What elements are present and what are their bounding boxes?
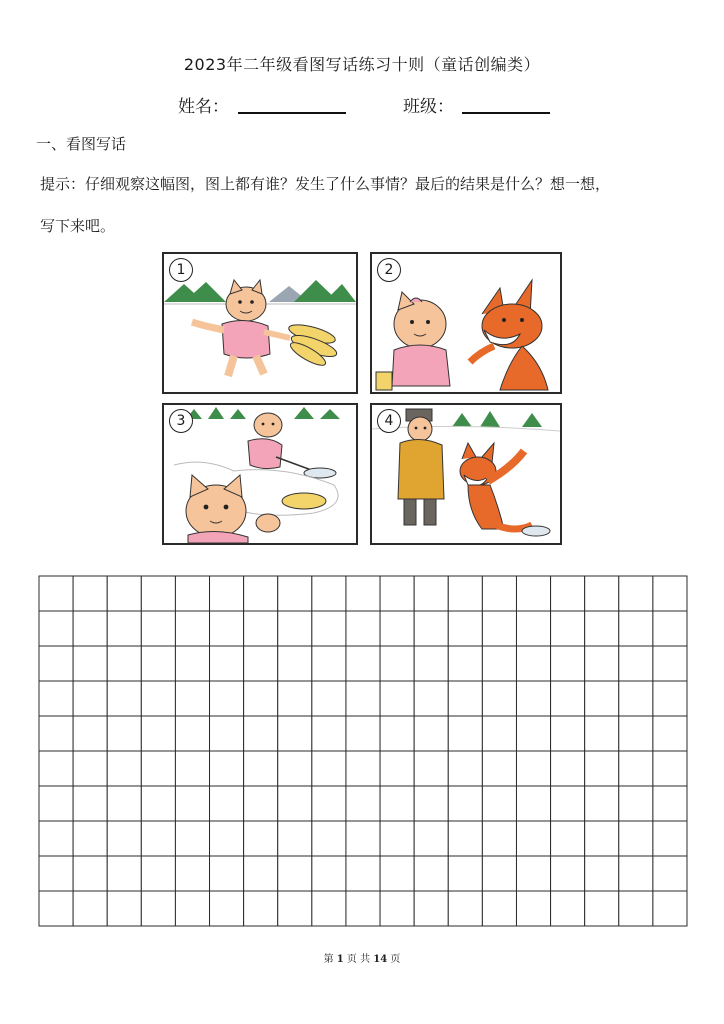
grid-cell[interactable]	[448, 716, 482, 751]
grid-cell[interactable]	[346, 821, 380, 856]
name-blank[interactable]	[238, 112, 346, 114]
grid-cell[interactable]	[653, 891, 687, 926]
grid-cell[interactable]	[107, 681, 141, 716]
section-heading: 一、看图写话	[36, 135, 127, 153]
grid-cell[interactable]	[585, 891, 619, 926]
grid-cell[interactable]	[312, 891, 346, 926]
grid-cell[interactable]	[73, 856, 107, 891]
grid-cell[interactable]	[653, 576, 687, 611]
grid-cell[interactable]	[312, 611, 346, 646]
grid-cell[interactable]	[175, 821, 209, 856]
grid-cell[interactable]	[175, 856, 209, 891]
grid-cell[interactable]	[107, 856, 141, 891]
grid-cell[interactable]	[482, 576, 516, 611]
grid-cell[interactable]	[448, 821, 482, 856]
grid-cell[interactable]	[551, 716, 585, 751]
grid-cell[interactable]	[653, 856, 687, 891]
grid-cell[interactable]	[73, 646, 107, 681]
grid-cell[interactable]	[107, 786, 141, 821]
grid-cell[interactable]	[312, 786, 346, 821]
grid-cell[interactable]	[482, 611, 516, 646]
grid-cell[interactable]	[516, 646, 550, 681]
prompt-line-1: 提示：仔细观察这幅图，图上都有谁？发生了什么事情？最后的结果是什么？想一想，	[40, 175, 611, 193]
grid-cell[interactable]	[380, 751, 414, 786]
grid-cell[interactable]	[551, 751, 585, 786]
grid-cell[interactable]	[141, 716, 175, 751]
grid-cell[interactable]	[516, 821, 550, 856]
grid-cell[interactable]	[585, 856, 619, 891]
grid-cell[interactable]	[380, 646, 414, 681]
grid-cell[interactable]	[141, 891, 175, 926]
grid-cell[interactable]	[346, 716, 380, 751]
grid-cell[interactable]	[244, 751, 278, 786]
grid-cell[interactable]	[653, 821, 687, 856]
grid-cell[interactable]	[39, 681, 73, 716]
grid-cell[interactable]	[39, 821, 73, 856]
grid-cell[interactable]	[312, 856, 346, 891]
grid-cell[interactable]	[414, 681, 448, 716]
grid-cell[interactable]	[653, 786, 687, 821]
grid-cell[interactable]	[39, 751, 73, 786]
grid-cell[interactable]	[585, 681, 619, 716]
grid-cell[interactable]	[414, 576, 448, 611]
grid-cell[interactable]	[244, 611, 278, 646]
grid-cell[interactable]	[278, 716, 312, 751]
grid-cell[interactable]	[380, 786, 414, 821]
worksheet-title: 2023年二年级看图写话练习十则（童话创编类）	[183, 55, 541, 74]
grid-cell[interactable]	[585, 821, 619, 856]
grid-cell[interactable]	[380, 576, 414, 611]
grid-cell[interactable]	[39, 611, 73, 646]
grid-cell[interactable]	[585, 646, 619, 681]
grid-cell[interactable]	[516, 611, 550, 646]
grid-cell[interactable]	[551, 576, 585, 611]
footer-middle: 页 共	[346, 954, 371, 965]
grid-cell[interactable]	[210, 646, 244, 681]
grid-cell[interactable]	[346, 646, 380, 681]
cat-meets-fox-illustration	[372, 254, 560, 392]
grid-cell[interactable]	[141, 646, 175, 681]
grid-cell[interactable]	[39, 646, 73, 681]
grid-cell[interactable]	[516, 891, 550, 926]
grid-cell[interactable]	[414, 891, 448, 926]
grid-cell[interactable]	[516, 681, 550, 716]
panel-number-4: 4	[377, 409, 401, 433]
grid-cell[interactable]	[312, 716, 346, 751]
grid-cell[interactable]	[73, 821, 107, 856]
grid-cell[interactable]	[414, 646, 448, 681]
grid-cell[interactable]	[107, 716, 141, 751]
grid-cell[interactable]	[175, 786, 209, 821]
grid-cell[interactable]	[414, 856, 448, 891]
grid-cell[interactable]	[210, 821, 244, 856]
grid-cell[interactable]	[107, 646, 141, 681]
grid-cell[interactable]	[585, 716, 619, 751]
grid-cell[interactable]	[244, 786, 278, 821]
grid-cell[interactable]	[448, 646, 482, 681]
grid-cell[interactable]	[380, 891, 414, 926]
grid-cell[interactable]	[653, 716, 687, 751]
grid-cell[interactable]	[244, 821, 278, 856]
grid-cell[interactable]	[380, 856, 414, 891]
grid-cell[interactable]	[380, 821, 414, 856]
grid-cell[interactable]	[482, 646, 516, 681]
grid-cell[interactable]	[278, 576, 312, 611]
grid-cell[interactable]	[312, 821, 346, 856]
grid-cell[interactable]	[448, 681, 482, 716]
student-info	[0, 92, 724, 116]
picture-panel-2	[370, 252, 562, 394]
cat-ice-fishing-illustration	[164, 405, 356, 543]
grid-cell[interactable]	[278, 821, 312, 856]
grid-cell[interactable]	[585, 576, 619, 611]
grid-cell[interactable]	[414, 786, 448, 821]
grid-cell[interactable]	[73, 611, 107, 646]
grid-cell[interactable]	[278, 856, 312, 891]
panel-number-3: 3	[169, 409, 193, 433]
panel-number-2: 2	[377, 258, 401, 282]
grid-cell[interactable]	[73, 891, 107, 926]
grid-cell[interactable]	[107, 576, 141, 611]
grid-cell[interactable]	[39, 856, 73, 891]
class-label: 班级：	[403, 97, 454, 117]
grid-cell[interactable]	[210, 786, 244, 821]
writing-grid[interactable]	[38, 575, 688, 927]
grid-cell[interactable]	[73, 786, 107, 821]
grid-cell[interactable]	[175, 681, 209, 716]
footer-suffix: 页	[390, 954, 401, 965]
grid-cell[interactable]	[346, 611, 380, 646]
grid-cell[interactable]	[551, 891, 585, 926]
grid-cell[interactable]	[278, 786, 312, 821]
grid-cell[interactable]	[551, 646, 585, 681]
class-blank[interactable]	[462, 112, 550, 114]
grid-cell[interactable]	[175, 646, 209, 681]
grid-cell[interactable]	[414, 716, 448, 751]
grid-cell[interactable]	[312, 646, 346, 681]
grid-cell[interactable]	[278, 681, 312, 716]
grid-cell[interactable]	[346, 576, 380, 611]
grid-cell[interactable]	[210, 716, 244, 751]
grid-cell[interactable]	[619, 856, 653, 891]
grid-cell[interactable]	[141, 681, 175, 716]
grid-cell[interactable]	[414, 751, 448, 786]
prompt-text	[40, 163, 690, 247]
grid-cell[interactable]	[244, 891, 278, 926]
grid-cell[interactable]	[244, 646, 278, 681]
panel-number-1: 1	[169, 258, 193, 282]
grid-cell[interactable]	[175, 891, 209, 926]
grid-cell[interactable]	[619, 891, 653, 926]
grid-cell[interactable]	[516, 716, 550, 751]
grid-cell[interactable]	[141, 786, 175, 821]
grid-cell[interactable]	[278, 751, 312, 786]
grid-cell[interactable]	[619, 786, 653, 821]
grid-cell[interactable]	[414, 821, 448, 856]
grid-cell[interactable]	[39, 576, 73, 611]
grid-cell[interactable]	[482, 751, 516, 786]
grid-cell[interactable]	[141, 751, 175, 786]
grid-cell[interactable]	[244, 716, 278, 751]
grid-cell[interactable]	[619, 681, 653, 716]
page-footer	[0, 950, 724, 965]
grid-cell[interactable]	[448, 576, 482, 611]
grid-cell[interactable]	[482, 821, 516, 856]
grid-cell[interactable]	[619, 576, 653, 611]
grid-cell[interactable]	[585, 751, 619, 786]
grid-cell[interactable]	[516, 751, 550, 786]
grid-cell[interactable]	[244, 576, 278, 611]
grid-cell[interactable]	[482, 681, 516, 716]
footer-total-pages: 14	[373, 954, 388, 965]
grid-cell[interactable]	[414, 611, 448, 646]
grid-cell[interactable]	[73, 576, 107, 611]
cat-carrying-fish-illustration	[164, 254, 356, 392]
grid-cell[interactable]	[175, 611, 209, 646]
grid-cell[interactable]	[585, 786, 619, 821]
grid-cell[interactable]	[482, 786, 516, 821]
grid-cell[interactable]	[39, 786, 73, 821]
grid-cell[interactable]	[346, 891, 380, 926]
grid-cell[interactable]	[551, 856, 585, 891]
grid-cell[interactable]	[210, 611, 244, 646]
grid-cell[interactable]	[619, 821, 653, 856]
grid-cell[interactable]	[346, 681, 380, 716]
grid-cell[interactable]	[619, 716, 653, 751]
grid-cell[interactable]	[244, 856, 278, 891]
grid-cell[interactable]	[516, 786, 550, 821]
grid-cell[interactable]	[380, 681, 414, 716]
grid-cell[interactable]	[448, 856, 482, 891]
grid-cell[interactable]	[482, 716, 516, 751]
grid-cell[interactable]	[551, 821, 585, 856]
grid-cell[interactable]	[619, 751, 653, 786]
grid-cell[interactable]	[585, 611, 619, 646]
grid-cell[interactable]	[551, 786, 585, 821]
grid-cell[interactable]	[210, 576, 244, 611]
prompt-line-2: 写下来吧。	[40, 217, 116, 235]
grid-cell[interactable]	[516, 856, 550, 891]
grid-cell[interactable]	[107, 611, 141, 646]
grid-cell[interactable]	[380, 611, 414, 646]
grid-cell[interactable]	[482, 891, 516, 926]
picture-panel-1	[162, 252, 358, 394]
picture-panel-3	[162, 403, 358, 545]
grid-cell[interactable]	[210, 891, 244, 926]
grid-cell[interactable]	[141, 856, 175, 891]
grid-cell[interactable]	[141, 821, 175, 856]
grid-cell[interactable]	[312, 576, 346, 611]
grid-cell[interactable]	[551, 611, 585, 646]
grid-cell[interactable]	[346, 856, 380, 891]
grid-cell[interactable]	[653, 646, 687, 681]
grid-cell[interactable]	[107, 751, 141, 786]
grid-cell[interactable]	[210, 856, 244, 891]
grid-cell[interactable]	[73, 716, 107, 751]
writing-grid-lines	[38, 575, 688, 927]
footer-prefix: 第	[323, 954, 334, 965]
grid-cell[interactable]	[312, 751, 346, 786]
grid-cell[interactable]	[551, 681, 585, 716]
name-label: 姓名：	[178, 97, 229, 117]
grid-cell[interactable]	[312, 681, 346, 716]
grid-cell[interactable]	[278, 611, 312, 646]
grid-cell[interactable]	[482, 856, 516, 891]
grid-cell[interactable]	[73, 681, 107, 716]
grid-cell[interactable]	[346, 751, 380, 786]
grid-cell[interactable]	[653, 611, 687, 646]
grid-cell[interactable]	[39, 716, 73, 751]
grid-cell[interactable]	[175, 576, 209, 611]
grid-cell[interactable]	[380, 716, 414, 751]
picture-panel-4	[370, 403, 562, 545]
grid-cell[interactable]	[73, 751, 107, 786]
grid-cell[interactable]	[39, 891, 73, 926]
grid-cell[interactable]	[141, 576, 175, 611]
grid-cell[interactable]	[448, 891, 482, 926]
grid-cell[interactable]	[448, 751, 482, 786]
grid-cell[interactable]	[244, 681, 278, 716]
grid-cell[interactable]	[107, 821, 141, 856]
grid-cell[interactable]	[619, 646, 653, 681]
grid-cell[interactable]	[210, 681, 244, 716]
grid-cell[interactable]	[516, 576, 550, 611]
grid-cell[interactable]	[346, 786, 380, 821]
grid-cell[interactable]	[175, 751, 209, 786]
boy-catches-fox-illustration	[372, 405, 560, 543]
grid-cell[interactable]	[107, 891, 141, 926]
grid-cell[interactable]	[653, 681, 687, 716]
grid-cell[interactable]	[278, 891, 312, 926]
grid-cell[interactable]	[653, 751, 687, 786]
grid-cell[interactable]	[210, 751, 244, 786]
grid-cell[interactable]	[175, 716, 209, 751]
grid-cell[interactable]	[448, 786, 482, 821]
footer-page-number: 1	[336, 954, 344, 965]
grid-cell[interactable]	[278, 646, 312, 681]
grid-cell[interactable]	[141, 611, 175, 646]
grid-cell[interactable]	[619, 611, 653, 646]
grid-cell[interactable]	[448, 611, 482, 646]
